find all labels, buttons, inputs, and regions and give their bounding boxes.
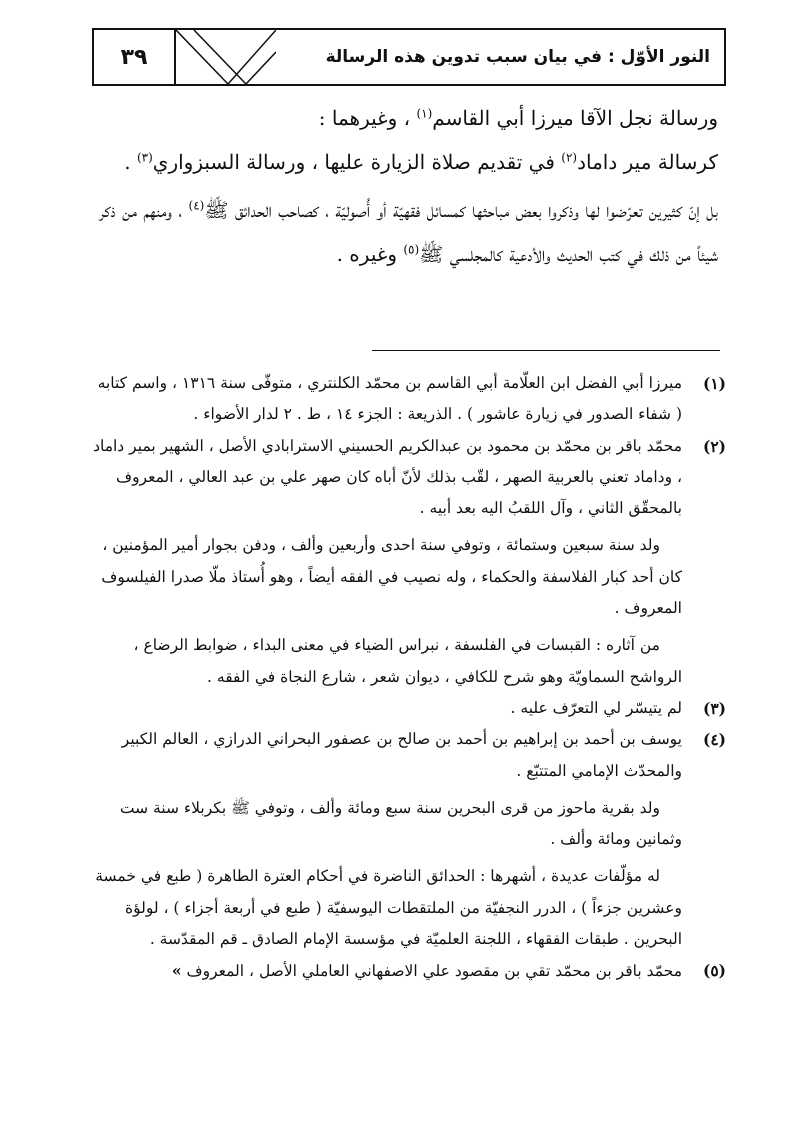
footnote [88,368,726,431]
page-header [92,28,726,86]
footnote-number: (١) [702,374,726,393]
footnote [88,955,726,987]
body-text: . [124,150,131,174]
header-ornament [176,30,276,84]
footnote-text: لم يتيسّر لي التعرّف عليه . [510,698,682,717]
continuation-mark: » [171,961,182,981]
footnote-paragraph [88,431,682,525]
body-text: ، ومنهم من ذكر شيئاً من ذلك في كتب الحديث والأدعية كالمجلسي ﷺ [99,198,718,266]
footnotes [88,368,726,988]
body-text: في تقديم صلاة الزيارة عليها ، ورسالة السبزواري [152,150,562,174]
footnote-ref: (١) [416,106,433,121]
body-text: ، وغيرهما : [318,106,411,130]
footnote [88,431,726,693]
footnote-text: ولد سنة سبعين وستمائة ، وتوفي سنة احدى وأربعين وألف ، ودفن بجوار أمير المؤمنين ، كان أحد كبار الفلاسفة والحكماء ، وله نصيب في الفقه أيضاً ، وهو أُستاذ ملّا صدرا الفيلسوف المعروف . [101,536,682,618]
body-text: وغيره . [336,242,404,266]
footnote-text: ولد بقرية ماحوز من قرى البحرين سنة سبع ومائة وألف ، وتوفي ﷺ بكربلاء سنة ست وثمانين ومائة وألف . [119,798,682,849]
footnote-text: محمّد باقر بن محمّد تقي بن مقصود علي الاصفهاني العاملي الأصل ، المعروف [186,962,682,981]
footnote-paragraph [88,530,682,624]
body-text: بل إنّ كثيرين تعرّضوا لها وذكروا بعض مباحثها كمسائل فقهيّة أو أُصوليّة ، كصاحب الحدائق ﷺ [204,198,718,222]
body-text: ورسالة نجل الآقا ميرزا أبي القاسم [432,106,718,130]
footnote-number: (٥) [702,961,726,981]
footnote-separator [372,350,720,351]
footnote-paragraph [88,368,682,431]
body-line-1 [90,96,718,140]
footnote-ref: (٢) [561,150,578,165]
footnote-number: (٣) [702,698,726,718]
footnote [88,724,726,955]
footnote-paragraph [88,793,682,856]
footnote-number: (٤) [702,730,726,750]
footnote-ref: (٤) [188,198,205,213]
footnote-text: محمّد باقر بن محمّد بن محمود بن عبدالكريم الحسيني الاسترابادي الأصل ، الشهير بمير داماد ، وداماد تعني بالعربية الصهر ، لقّب بذلك لأنّ أباه كان صهر علي بن عبد العالي ، المعروف بالمحقّق الثاني ، وآل اللقبُ اليه بعد أبيه . [93,436,682,518]
footnote-number: (٢) [702,436,726,456]
body-paragraph [90,188,718,276]
footnote-text: ميرزا أبي الفضل ابن العلّامة أبي القاسم بن محمّد الكلنتري ، متوفّى سنة ١٣١٦ ، واسم كتابه ( شفاء الصدور في زيارة عاشور ) . الذريعة : الجزء ١٤ ، ط . ٢ لدار الأضواء . [97,374,682,424]
footnote-paragraph [88,955,682,987]
footnote-paragraph [88,861,682,955]
footnote-text: من آثاره : القبسات في الفلسفة ، نبراس الضياء في معنى البداء ، ضوابط الرضاع ، الرواشح السماويّة وهو شرح للكافي ، ديوان شعر ، شارع النجاة في الفقه . [133,636,682,686]
body-line-2 [90,140,718,184]
footnote-paragraph [88,630,682,693]
footnote-text: يوسف بن أحمد بن إبراهيم بن أحمد بن صالح بن عصفور البحراني الدرازي ، العالم الكبير والمحدّث الإمامي المتتبّع . [121,730,682,780]
footnote-paragraph [88,724,682,787]
page-title: النور الأوّل : في بيان سبب تدوين هذه الرسالة [325,47,710,67]
main-text [90,96,718,276]
footnote-paragraph [88,693,682,724]
footnote [88,693,726,724]
footnote-ref: (٣) [136,150,153,165]
body-text: كرسالة مير داماد [577,150,718,174]
footnote-text: له مؤلّفات عديدة ، أشهرها : الحدائق الناضرة في أحكام العترة الطاهرة ( طبع في خمسة وعشرين جزءاً ) ، الدرر النجفيّة من الملتقطات اليوسفيّة ( طبع في أربعة أجزاء ) ، لولؤة البحرين . طبقات الفقهاء ، اللجنة العلميّة في مؤسسة الإمام الصادق ـ قم المقدّسة . [95,867,682,949]
footnote-ref: (٥) [403,242,420,257]
page-number: ٣٩ [120,44,148,70]
